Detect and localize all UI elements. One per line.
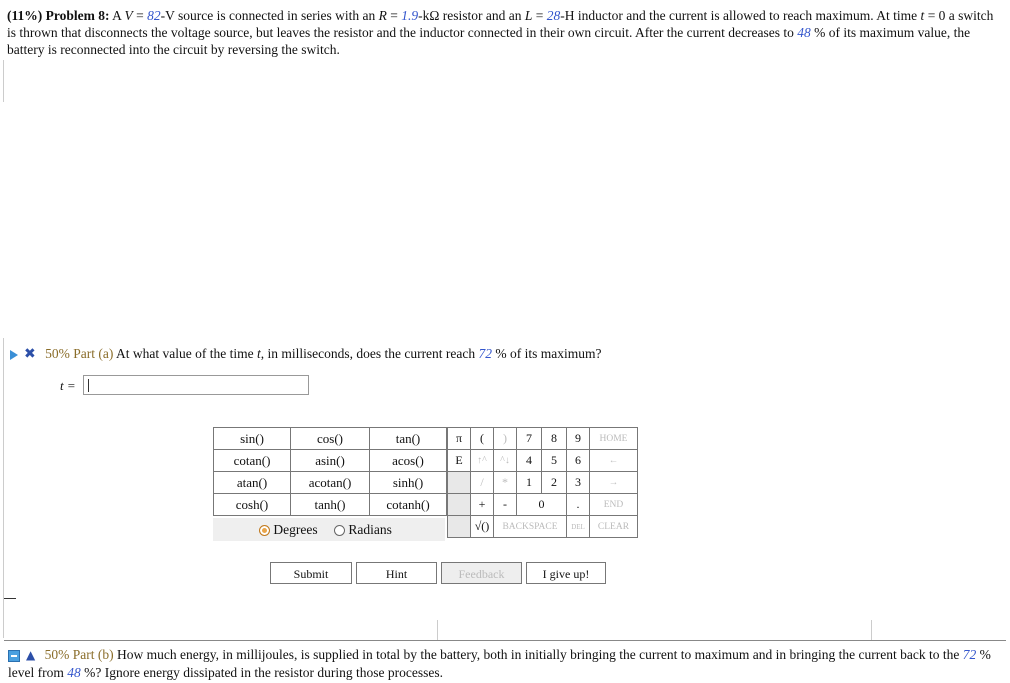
divider [437,620,438,640]
percent-value: 48 [797,25,811,40]
problem-text: -V source is connected in series with an [160,8,376,23]
key-4[interactable]: 4 [517,450,542,472]
part-b-label: 50% Part (b) [44,647,114,662]
key-1[interactable]: 1 [517,472,542,494]
fn-cotan-button[interactable]: cotan() [214,450,291,472]
key-0[interactable]: 0 [517,494,567,516]
part-b-question: %? Ignore energy dissipated in the resistor during those processes. [84,665,444,680]
key-multiply[interactable]: * [494,472,517,494]
fn-acos-button[interactable]: acos() [370,450,447,472]
part-a-question: At what value of the time [115,346,254,361]
fn-cotanh-button[interactable]: cotanh() [370,494,447,516]
key-minus[interactable]: - [494,494,517,516]
inductance-value: 28 [546,8,561,23]
fn-sin-button[interactable]: sin() [214,428,291,450]
key-close-paren[interactable]: ) [494,428,517,450]
right-arrow-icon[interactable]: → [590,472,638,494]
key-del[interactable]: DEL [567,516,590,538]
answer-input[interactable] [83,375,309,395]
key-2[interactable]: 2 [542,472,567,494]
percent-value: 72 [478,346,493,361]
key-6[interactable]: 6 [567,450,590,472]
radians-option[interactable] [334,522,392,538]
angle-units [213,518,445,541]
time-symbol: t [920,8,925,23]
fn-acotan-button[interactable]: acotan() [291,472,370,494]
degrees-option[interactable] [259,522,318,538]
text-caret [88,379,89,392]
part-b-question: How much energy, in millijoules, is supplied in total by the battery, both in initially bringing the current to maximum and in bringing the current back to the [116,647,960,662]
key-divide[interactable]: / [471,472,494,494]
key-superscript[interactable]: ↑^ [471,450,494,472]
divider [871,620,872,640]
key-home[interactable]: HOME [590,428,638,450]
play-triangle-icon[interactable] [10,350,18,360]
divider [3,338,4,638]
divider [4,598,16,599]
radians-label: Radians [348,522,392,537]
key-8[interactable]: 8 [542,428,567,450]
part-a-question: , in milliseconds, does the current reach [260,346,476,361]
radians-radio[interactable] [334,525,345,536]
key-blank [448,472,471,494]
part-a-label: 50% Part (a) [45,346,114,361]
equals-sign: = [136,8,144,23]
key-subscript[interactable]: ^↓ [494,450,517,472]
divider [3,60,4,102]
fn-tanh-button[interactable]: tanh() [291,494,370,516]
problem-label: Problem 8: [45,8,110,23]
part-a-question: % of its maximum? [495,346,602,361]
submit-button[interactable]: Submit [270,562,352,584]
equals-sign: = [535,8,544,23]
key-open-paren[interactable]: ( [471,428,494,450]
percent-value: 48 [67,665,81,680]
minus-box-icon[interactable] [8,650,20,662]
equals-sign: = [390,8,398,23]
key-clear[interactable]: CLEAR [590,516,638,538]
key-5[interactable]: 5 [542,450,567,472]
problem-text: = 0 a switch is thrown that disconnects the voltage source, but leaves the resistor and the inductor connected in their own circuit. After the current decreases to [7,8,994,40]
part-a-header [10,346,602,362]
fn-atan-button[interactable]: atan() [214,472,291,494]
key-sqrt[interactable]: √() [471,516,494,538]
degrees-label: Degrees [273,522,318,537]
problem-text: A [112,8,122,23]
resistance-symbol: R [378,8,387,23]
key-pi[interactable]: π [448,428,471,450]
voltage-value: 82 [147,8,161,23]
feedback-button[interactable]: Feedback [441,562,522,584]
numeric-keypad [447,427,638,538]
voltage-symbol: V [124,8,133,23]
hint-button[interactable]: Hint [356,562,437,584]
percent-value: 72 [962,647,977,662]
part-b-question: % level from [8,647,991,680]
problem-text: -H inductor and the current is allowed to reach maximum. At time [560,8,918,23]
key-decimal[interactable]: . [567,494,590,516]
warning-triangle-icon: ▲ [26,648,36,662]
key-3[interactable]: 3 [567,472,590,494]
time-symbol: t [256,346,261,361]
x-mark-icon: ✖ [24,346,36,362]
fn-tan-button[interactable]: tan() [370,428,447,450]
problem-text: % of its maximum value, the battery is reconnected into the circuit by reversing the switch. [7,25,971,57]
key-blank [448,494,471,516]
degrees-radio[interactable] [259,525,270,536]
fn-cosh-button[interactable]: cosh() [214,494,291,516]
separator-line [4,640,1006,641]
fn-cos-button[interactable]: cos() [291,428,370,450]
inductance-symbol: L [524,8,533,23]
problem-percent: (11%) [7,8,43,23]
key-7[interactable]: 7 [517,428,542,450]
problem-text: -kΩ resistor and an [418,8,522,23]
key-e[interactable]: E [448,450,471,472]
part-b-header [8,646,1003,681]
key-blank [448,516,471,538]
key-plus[interactable]: + [471,494,494,516]
resistance-value: 1.9 [401,8,419,23]
answer-label: t = [60,378,76,393]
key-backspace[interactable]: BACKSPACE [494,516,567,538]
function-keypad [213,427,447,516]
problem-statement [7,7,1002,58]
key-9[interactable]: 9 [567,428,590,450]
left-arrow-icon[interactable]: ← [590,450,638,472]
fn-asin-button[interactable]: asin() [291,450,370,472]
key-end[interactable]: END [590,494,638,516]
fn-sinh-button[interactable]: sinh() [370,472,447,494]
give-up-button[interactable]: I give up! [526,562,606,584]
